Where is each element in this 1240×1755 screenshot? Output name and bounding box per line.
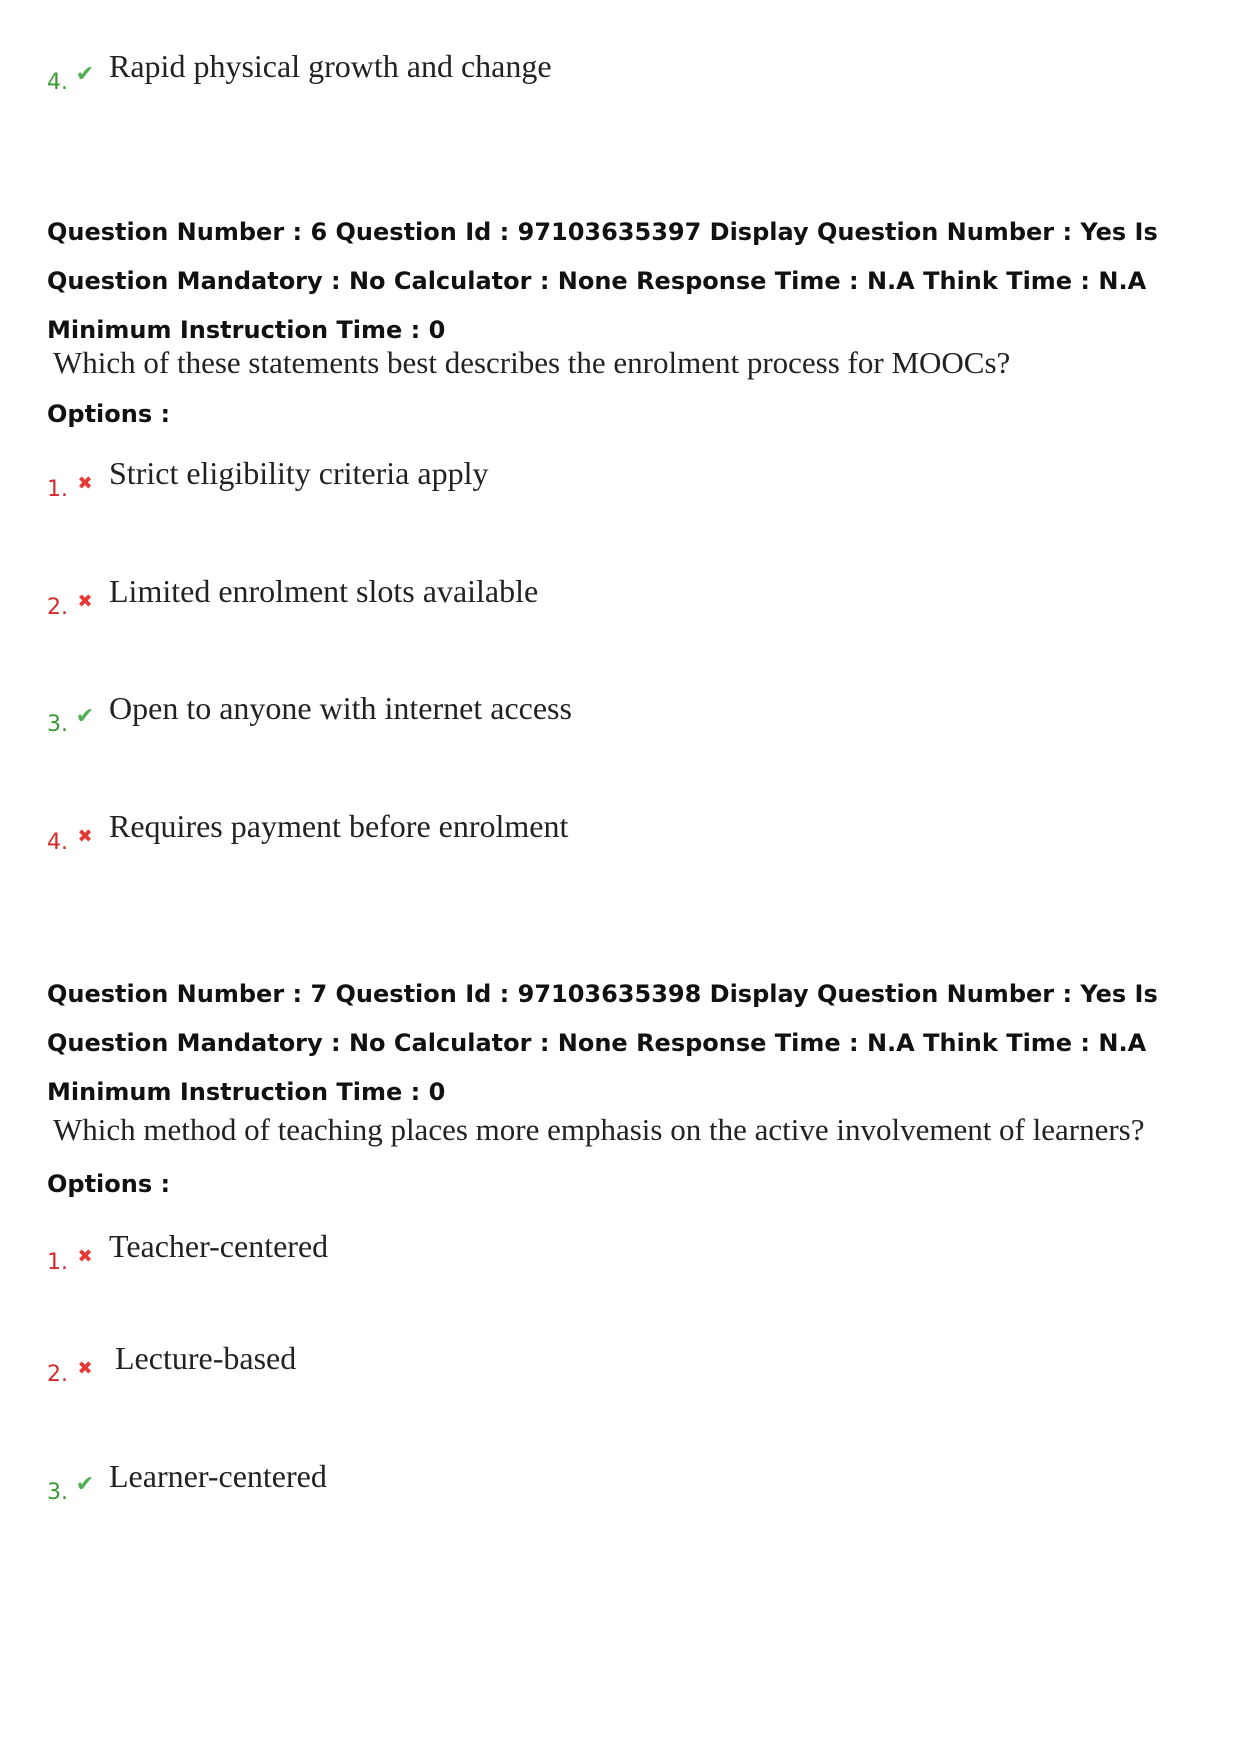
option-text: Rapid physical growth and change [109, 48, 552, 84]
option-text: Teacher-centered [109, 1228, 329, 1264]
option-number: 2. [47, 1362, 68, 1387]
option-item [47, 1228, 328, 1288]
option-item [47, 455, 488, 515]
option-item [47, 48, 552, 108]
options-label: Options : [47, 400, 171, 428]
option-number: 1. [47, 477, 68, 502]
options-label: Options : [47, 1170, 171, 1198]
option-number: 3. [47, 1480, 68, 1505]
option-number: 3. [47, 712, 68, 737]
option-text: Limited enrolment slots available [109, 573, 539, 609]
cross-mark-icon: ✖ [77, 1246, 93, 1267]
cross-mark-icon: ✖ [77, 826, 93, 847]
option-number: 2. [47, 595, 68, 620]
option-text: Lecture-based [115, 1340, 297, 1376]
question-meta: Question Number : 6 Question Id : 97103635397 Display Question Number : Yes Is Question Mandatory : No Calculator : None Response Time : N.A Think Time : N.A Minimum Instruction Time : 0 [47, 218, 1158, 344]
option-text: Open to anyone with internet access [109, 690, 572, 726]
option-number: 4. [47, 70, 68, 95]
question-text: Which of these statements best describes the enrolment process for MOOCs? [53, 345, 1011, 380]
option-item [47, 690, 572, 750]
option-number: 4. [47, 830, 68, 855]
cross-mark-icon: ✖ [77, 591, 93, 612]
check-mark-icon: ✔ [75, 704, 95, 729]
question-text: Which method of teaching places more emphasis on the active involvement of learners? [53, 1112, 1145, 1147]
option-item [47, 1340, 296, 1400]
option-item [47, 1458, 327, 1518]
option-text: Requires payment before enrolment [109, 808, 569, 844]
cross-mark-icon: ✖ [77, 1358, 93, 1379]
cross-mark-icon: ✖ [77, 473, 93, 494]
option-item [47, 573, 538, 633]
option-item [47, 808, 568, 868]
check-mark-icon: ✔ [75, 62, 95, 87]
question-meta: Question Number : 7 Question Id : 97103635398 Display Question Number : Yes Is Question Mandatory : No Calculator : None Response Time : N.A Think Time : N.A Minimum Instruction Time : 0 [47, 980, 1158, 1106]
check-mark-icon: ✔ [75, 1472, 95, 1497]
option-text: Learner-centered [109, 1458, 327, 1494]
option-number: 1. [47, 1250, 68, 1275]
option-text: Strict eligibility criteria apply [109, 455, 489, 491]
